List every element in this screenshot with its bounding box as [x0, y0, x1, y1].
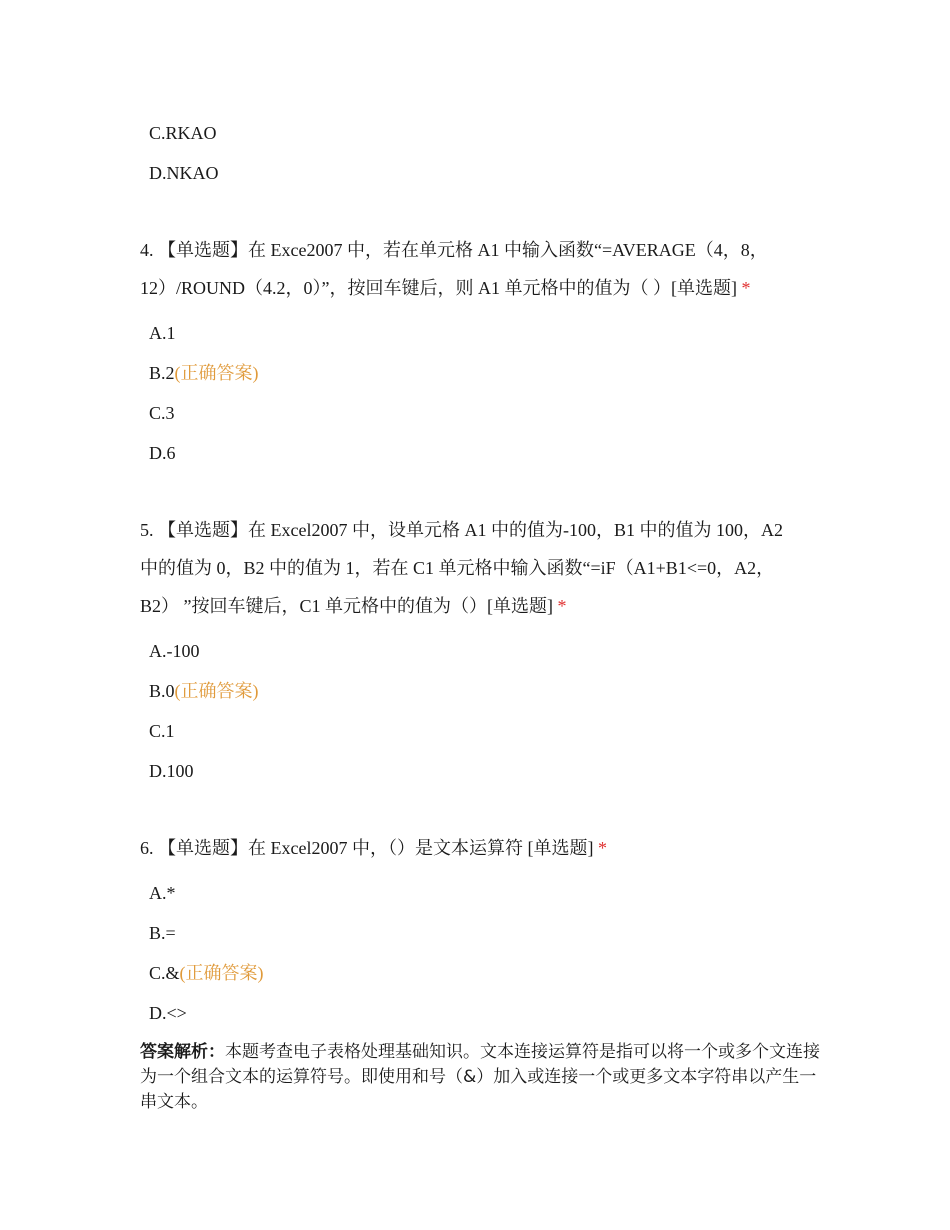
question-5 — [140, 511, 810, 625]
option-label: B.0 — [149, 681, 175, 701]
q4-option-a[interactable] — [149, 321, 176, 345]
question-5-line-2: 中的值为 0，B2 中的值为 1，若在 C1 单元格中输入函数“=iF（A1+B1<=0，A2， — [140, 558, 775, 578]
q3-option-d[interactable] — [149, 161, 219, 185]
required-star: * — [597, 838, 607, 858]
option-label: A.* — [149, 883, 176, 903]
q5-option-a[interactable] — [149, 639, 200, 663]
question-5-line-3: B2） ”按回车键后，C1 单元格中的值为（）[单选题] — [140, 596, 553, 616]
correct-answer-tag: (正确答案) — [174, 681, 259, 701]
option-label: D.NKAO — [149, 163, 219, 183]
option-label: B.2 — [149, 363, 175, 383]
q6-option-c[interactable] — [149, 961, 264, 985]
question-6-line-1: 6. 【单选题】在 Excel2007 中，（）是文本运算符 [单选题] — [140, 838, 594, 858]
question-4-line-2: 12）/ROUND（4.2，0）”，按回车键后，则 A1 单元格中的值为（ ）[单选题] — [140, 278, 737, 298]
option-label: C.3 — [149, 403, 175, 423]
option-label: D.<> — [149, 1003, 187, 1023]
option-label: C.RKAO — [149, 123, 217, 143]
q5-option-d[interactable] — [149, 759, 194, 783]
q4-option-d[interactable] — [149, 441, 176, 465]
question-6 — [140, 829, 810, 867]
required-star: * — [557, 596, 567, 616]
question-6-title — [140, 829, 810, 867]
question-5-title — [140, 511, 810, 625]
q4-option-b[interactable] — [149, 361, 259, 385]
question-4-line-1: 4. 【单选题】在 Exce2007 中，若在单元格 A1 中输入函数“=AVERAGE（4，8， — [140, 240, 768, 260]
required-star: * — [741, 278, 751, 298]
q6-option-b[interactable] — [149, 921, 176, 945]
q5-option-c[interactable] — [149, 719, 175, 743]
correct-answer-tag: (正确答案) — [174, 363, 259, 383]
analysis-label: 答案解析： — [140, 1042, 225, 1062]
q6-option-a[interactable] — [149, 881, 176, 905]
question-5-line-1: 5. 【单选题】在 Excel2007 中，设单元格 A1 中的值为-100，B1 中的值为 100，A2 — [140, 520, 783, 540]
question-4-title — [140, 231, 810, 307]
option-label: B.= — [149, 923, 176, 943]
correct-answer-tag: (正确答案) — [179, 963, 264, 983]
question-4 — [140, 231, 810, 307]
option-label: A.-100 — [149, 641, 200, 661]
q6-option-d[interactable] — [149, 1001, 187, 1025]
option-label: C.& — [149, 963, 180, 983]
option-label: D.100 — [149, 761, 194, 781]
answer-analysis — [140, 1040, 820, 1115]
q3-option-c[interactable] — [149, 121, 217, 145]
q5-option-b[interactable] — [149, 679, 259, 703]
option-label: C.1 — [149, 721, 175, 741]
option-label: A.1 — [149, 323, 176, 343]
option-label: D.6 — [149, 443, 176, 463]
analysis-text: 本题考查电子表格处理基础知识。文本连接运算符是指可以将一个或多个文连接为一个组合文本的运算符号。即使用和号（&）加入或连接一个或更多文本字符串以产生一串文本。 — [140, 1042, 820, 1112]
q4-option-c[interactable] — [149, 401, 175, 425]
